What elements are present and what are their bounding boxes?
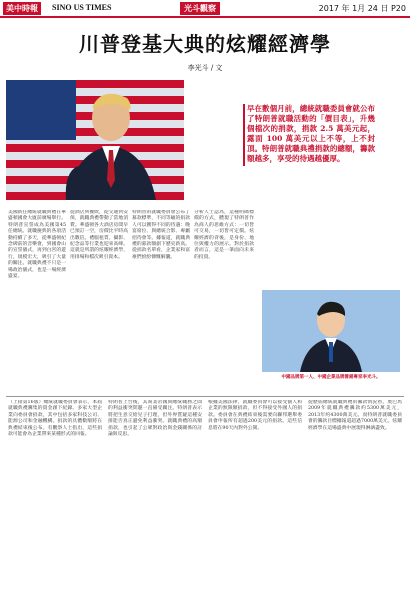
continued-column: 根據美國法律，就職委員會可以接受個人和企業的無限額捐款，但不得接受外國人的捐款。委員會在典禮結束後需要向聯邦選舉委員會申報所有超過200美元的捐款。這些信息將在90天內對外公開。	[208, 400, 302, 431]
body-column: 分析人士認為，這種明碼標價的方式，體現了特朗普作為商人的思維方式：一切皆可交易，一切皆可定價。炫耀經濟的背後，是身份、地位與權力的展示。對於捐款者而言，這是一筆面向未來的投資。	[194, 210, 254, 260]
issue-date: 2017 年 1月 24 日 P20	[318, 4, 406, 13]
body-column: 特朗普的就職委員會公布了募款標準，不同等級的捐款人可以獲得不同的待遇：晚宴席位、與總統合影、專屬招待會等。據報道，就職典禮的募款額創下歷史新高。從捐款名單看，企業家和富豪們紛紛慷慨解囊。	[132, 210, 190, 260]
brand-name-cn: 美中時報	[3, 2, 41, 15]
section-label: 光斗觀察	[180, 2, 220, 15]
masthead	[0, 0, 410, 18]
body-column: 從酒店到餐飲，從交通到安保，就職典禮帶動了當地消費。華盛頓各大酒店房間早已預訂一空，房價比平時高出數倍。禮服租賃、攝影、紀念品等行業也迎來高峰。這就是所謂的炫耀經濟學，用排場和檔次吸引資本。	[70, 210, 128, 260]
continued-column: 特朗普上台後，其商業帝國與總統職務之間的利益衝突問題一直備受關注。特朗普表示將把生意交給兒子打理，但外界質疑這種安排能否真正避免利益衝突。就職典禮的高額捐款，也引起了公眾對政治與金錢關係的討論與反思。	[108, 400, 202, 438]
article-title: 川普登基大典的炫耀經濟學	[79, 32, 331, 56]
continued-column: 從歷屆總統就職典禮的籌款情況看，奧巴馬2009年就職典禮籌款約5300萬美元，2013年約4300萬美元。而特朗普就職委員會的籌款目標據報道超過7000萬美元。炫耀經濟學在這場盛典中展現得淋漓盡致。	[308, 400, 402, 431]
continued-column: （上接第16版）總統就職委員會表示，本屆就職典禮籌集的資金創下紀錄。多家大型企業向委員會捐款，其中包括多家科技公司、能源公司和金融機構。捐款的具體數額將在典禮結束後公布。有觀察人士指出，這些捐款可能會為企業帶來某種形式的回報。	[8, 400, 102, 438]
author-portrait	[262, 290, 400, 372]
lede-paragraph: 早在數個月前，總統就職委員會就公布了特朗普就職活動的「價目表」，升幾個檔次的捐款，捐款 2.5 萬美元起，露面 100 萬美元以上不等，上不封頂。特朗普就職典禮捐款的總額，籌款額越多，享受的待遇越優厚。	[247, 104, 375, 163]
body-column: 美國新任總統就職典禮在華盛頓國會大廈前廣場舉行。特朗普宣誓成為美國第45任總統。就職慶典的各項活動持續了多天，從華盛頓紀念碑前的音樂會，到國會山的宣誓儀式，再到白宮的遊行，規模宏大，吸引了大量的關注。就職典禮不只是一場政治儀式，也是一場經濟盛宴。	[8, 210, 66, 280]
section-divider	[6, 396, 404, 397]
lead-photo	[6, 80, 184, 200]
masthead-rule	[0, 16, 410, 18]
lede-accent-bar	[243, 104, 245, 166]
article-byline: 李光斗 / 文	[187, 64, 223, 72]
brand-name-en: SINO US TIMES	[52, 3, 112, 12]
portrait-caption: 中國品牌第一人、中國企業品牌營銷專家李光斗。	[281, 375, 381, 380]
